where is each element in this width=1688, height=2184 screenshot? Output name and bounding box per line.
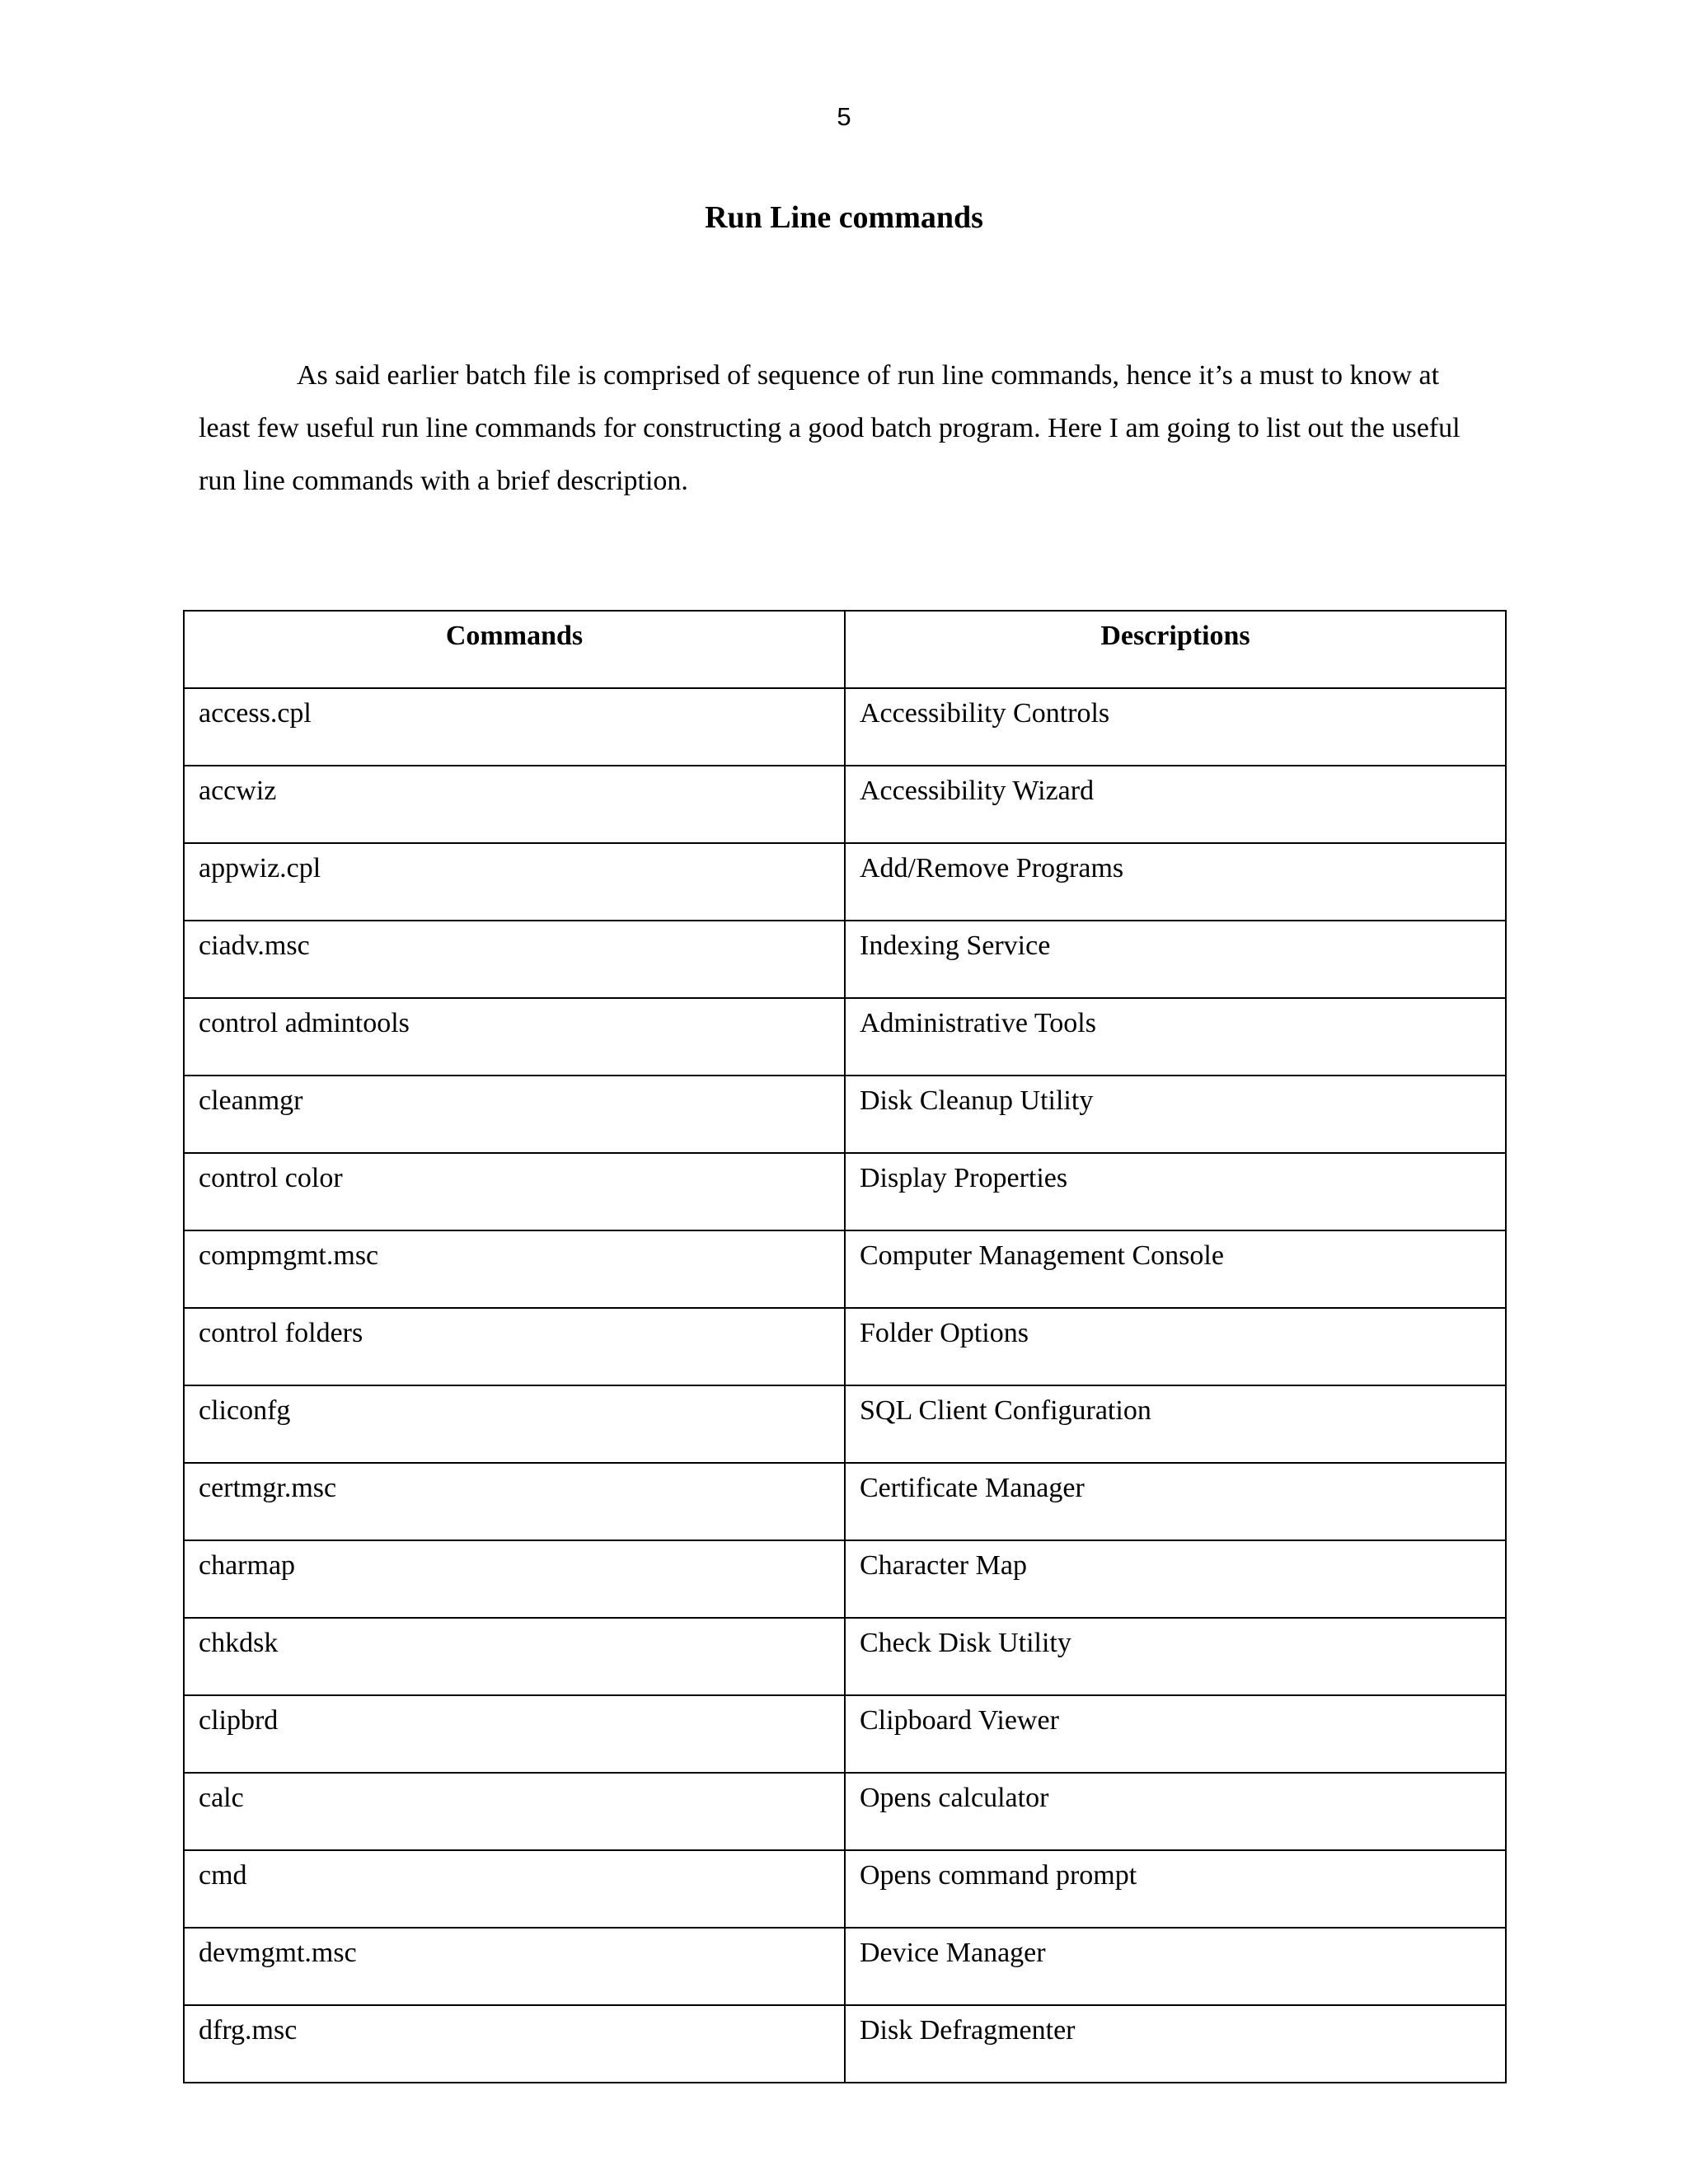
description-cell: Disk Cleanup Utility	[845, 1076, 1506, 1153]
table-row	[184, 1850, 1506, 1928]
description-cell: Add/Remove Programs	[845, 843, 1506, 921]
table-row	[184, 998, 1506, 1076]
description-cell: SQL Client Configuration	[845, 1385, 1506, 1463]
command-cell: dfrg.msc	[184, 2005, 845, 2083]
description-cell: Accessibility Wizard	[845, 766, 1506, 843]
table-row	[184, 766, 1506, 843]
command-cell: control folders	[184, 1308, 845, 1385]
table-row	[184, 843, 1506, 921]
table-row	[184, 921, 1506, 998]
description-cell: Certificate Manager	[845, 1463, 1506, 1540]
page-title: Run Line commands	[705, 200, 983, 235]
command-cell: ciadv.msc	[184, 921, 845, 998]
description-cell: Character Map	[845, 1540, 1506, 1618]
table-header-row	[184, 611, 1506, 688]
table-row	[184, 1618, 1506, 1695]
description-cell: Administrative Tools	[845, 998, 1506, 1076]
description-cell: Folder Options	[845, 1308, 1506, 1385]
table-row	[184, 1385, 1506, 1463]
description-cell: Clipboard Viewer	[845, 1695, 1506, 1773]
commands-table	[183, 610, 1507, 2083]
command-cell: certmgr.msc	[184, 1463, 845, 1540]
description-cell: Disk Defragmenter	[845, 2005, 1506, 2083]
command-cell: control color	[184, 1153, 845, 1230]
intro-paragraph: As said earlier batch file is comprised of sequence of run line commands, hence it’s a must to know at least few useful run line commands for constructing a good batch program. Here I am going to list out the useful run line commands with a brief description.	[199, 360, 1461, 496]
command-cell: control admintools	[184, 998, 845, 1076]
command-cell: cmd	[184, 1850, 845, 1928]
description-cell: Accessibility Controls	[845, 688, 1506, 766]
description-cell: Opens command prompt	[845, 1850, 1506, 1928]
description-cell: Opens calculator	[845, 1773, 1506, 1850]
command-cell: charmap	[184, 1540, 845, 1618]
table-row	[184, 1463, 1506, 1540]
table-row	[184, 1153, 1506, 1230]
table-row	[184, 1928, 1506, 2005]
table-row	[184, 1773, 1506, 1850]
command-cell: appwiz.cpl	[184, 843, 845, 921]
command-cell: compmgmt.msc	[184, 1230, 845, 1308]
header-commands: Commands	[184, 611, 845, 688]
table-body	[184, 688, 1506, 2083]
description-cell: Computer Management Console	[845, 1230, 1506, 1308]
description-cell: Display Properties	[845, 1153, 1506, 1230]
command-cell: chkdsk	[184, 1618, 845, 1695]
description-cell: Indexing Service	[845, 921, 1506, 998]
table-row	[184, 1076, 1506, 1153]
page-number: 5	[837, 102, 851, 131]
table-row	[184, 1540, 1506, 1618]
command-cell: accwiz	[184, 766, 845, 843]
table-row	[184, 1695, 1506, 1773]
command-cell: devmgmt.msc	[184, 1928, 845, 2005]
command-cell: access.cpl	[184, 688, 845, 766]
command-cell: cleanmgr	[184, 1076, 845, 1153]
description-cell: Device Manager	[845, 1928, 1506, 2005]
table-row	[184, 2005, 1506, 2083]
command-cell: cliconfg	[184, 1385, 845, 1463]
command-cell: clipbrd	[184, 1695, 845, 1773]
table-row	[184, 1230, 1506, 1308]
command-cell: calc	[184, 1773, 845, 1850]
header-descriptions: Descriptions	[845, 611, 1506, 688]
description-cell: Check Disk Utility	[845, 1618, 1506, 1695]
table-row	[184, 1308, 1506, 1385]
table-row	[184, 688, 1506, 766]
